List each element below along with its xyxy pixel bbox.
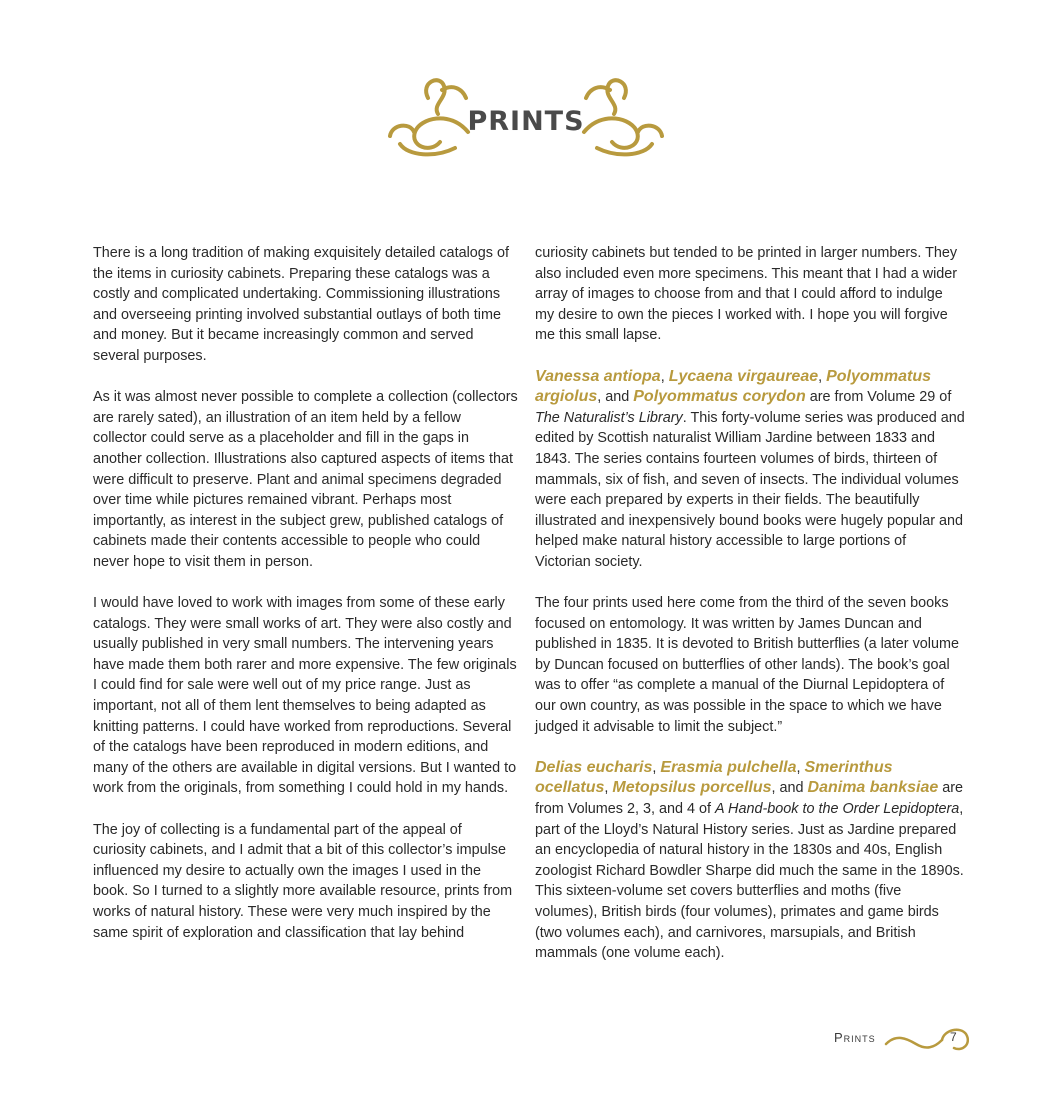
paragraph: The four prints used here come from the third of the seven books focused on entomology. It was written by James Duncan and published in 1835. It is devoted to British butterflies (a later volume by Duncan focused on butterflies of other lands). The book’s goal was to offer “as complete a manual of the Diurnal Lepidoptera of our own country, as was possible in the space to which we have judged it advisable to limit the subject.” [535, 595, 959, 735]
species-name: Polyommatus argiolus [535, 367, 932, 406]
page-footer [834, 1018, 974, 1058]
paragraph: As it was almost never possible to complete a collection (collectors are rarely sated), an illustration of an item held by a fellow collector could serve as a placeholder and fill in the gaps in another collection. Illustrations also captured aspects of items that were difficult to preserve. Plant and animal specimens degraded over time while pictures remained vibrant. Perhaps most importantly, as interest in the subject grew, published catalogs of cabinets made their contents accessible to people who could never hope to visit them in person. [93, 389, 518, 570]
page-number: 7 [950, 1030, 957, 1044]
book-title: A Hand-book to the Order Lepidoptera [714, 801, 960, 818]
species-name: Smerinthus ocellatus [535, 758, 893, 797]
footer-section-label: Prints [834, 1030, 876, 1045]
separator: , [604, 780, 613, 797]
separator: , [796, 759, 805, 776]
species-name: Polyommatus corydon [633, 388, 806, 406]
separator: , [818, 368, 827, 385]
paragraph-species-volume-29 [535, 367, 965, 573]
species-name: Metopsilus porcellus [612, 779, 772, 797]
separator: , [660, 368, 669, 385]
paragraph: The joy of collecting is a fundamental part of the appeal of curiosity cabinets, and I admit that a bit of this collector’s impulse influenced my desire to actually own the images I used in the book. So I turned to a slightly more available resource, prints from works of natural history. These were very much inspired by the same spirit of exploration and classification that lay behind [93, 821, 513, 941]
species-name: Vanessa antiopa [535, 367, 661, 385]
paragraph: I would have loved to work with images from some of these early catalogs. They were small works of art. They were also costly and usually published in very small numbers. The intervening years have made them both rarer and more expensive. The few originals I could find for sale were well out of my price range. Just as important, not all of them lent themselves to being adapted as knitting patterns. I could have worked from reproductions. Several of the catalogs have been reproduced in modern editions, and many of the others are available in digital versions. But I wanted to work from the originals, from something I could hold in my hands. [93, 595, 517, 797]
page-title: PRINTS [467, 106, 585, 137]
paragraph-species-lloyds [535, 758, 965, 964]
species-name: Erasmia pulchella [660, 758, 797, 776]
separator: , [652, 759, 661, 776]
species-name: Delias eucharis [535, 758, 653, 776]
species-name: Danima banksiae [807, 779, 939, 797]
paragraph: There is a long tradition of making exquisitely detailed catalogs of the items in curiosity cabinets. Preparing these catalogs was a costly and complicated undertaking. Commissioning illustrations and overseeing printing involved substantial outlays of both time and money. But it became increasingly common and served several purposes. [93, 245, 509, 364]
separator: , and [597, 389, 634, 406]
page-header [380, 70, 672, 170]
left-column [93, 243, 518, 964]
body-text: . This forty-volume series was produced and edited by Scottish naturalist William Jardine between 1833 and 1843. The series contains fourteen volumes of birds, thirteen of mammals, six of fish, and seven of insects. The individual volumes were each prepared by experts in their fields. The beautifully illustrated and inexpensively bound books were hugely popular and helped make natural history accessible to large portions of Victorian society. [535, 409, 965, 570]
species-name: Lycaena virgaureae [668, 367, 819, 385]
separator: , and [771, 780, 808, 797]
body-text: are from Volumes 2, 3, and 4 of [535, 780, 964, 818]
paragraph: curiosity cabinets but tended to be printed in larger numbers. They also included even more specimens. This meant that I had a wider array of images to choose from and that I could afford to indulge my desire to own the pieces I worked with. I hope you will forgive me this small lapse. [535, 245, 958, 344]
body-text: are from Volume 29 of [805, 389, 952, 406]
book-title: The Naturalist’s Library [535, 409, 683, 426]
body-text: , part of the Lloyd’s Natural History series. Just as Jardine prepared an encyclopedia of natural history in the 1830s and 40s, English zoologist Richard Bowdler Sharpe did much the same in the 1890s. This sixteen-volume set covers butterflies and moths (five volumes), British birds (four volumes), primates and game birds (two volumes each), and carnivores, marsupials, and British mammals (one volume each). [535, 801, 964, 962]
right-column [535, 243, 965, 984]
